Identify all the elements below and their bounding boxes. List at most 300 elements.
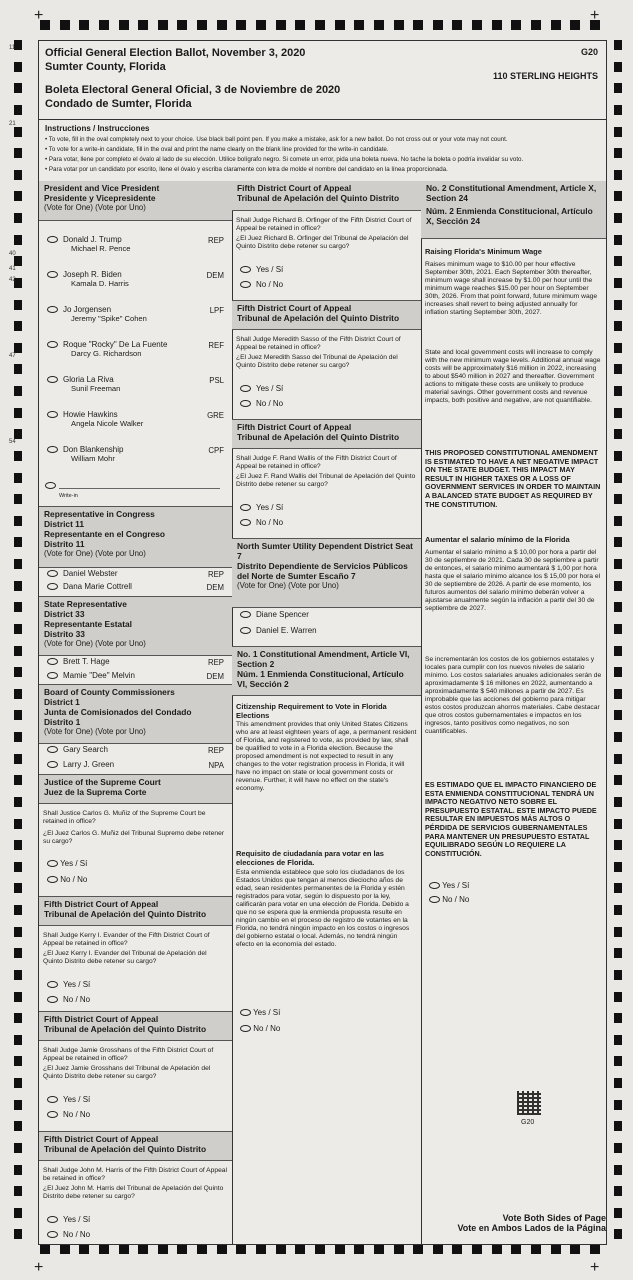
timing-mark bbox=[14, 386, 22, 396]
candidate-name: Brett T. Hage bbox=[63, 657, 110, 666]
timing-mark bbox=[614, 1100, 622, 1110]
candidate-option[interactable] bbox=[39, 760, 232, 769]
retention-question: Shall Judge John M. Harris of the Fifth District Court of Appeal be retained in office? bbox=[43, 1167, 227, 1182]
contest-amendment-2 bbox=[421, 181, 606, 904]
ballot-oval-icon[interactable] bbox=[47, 271, 58, 278]
contest-appeal-retention bbox=[39, 1011, 232, 1131]
ballot-oval-icon[interactable] bbox=[47, 583, 58, 590]
instruction-line: • To vote for a write-in candidate, fill in the oval and print the name clearly on the blank line provided for the write-in candidate. bbox=[45, 146, 389, 153]
ballot-oval-icon[interactable] bbox=[47, 981, 58, 988]
retention-question-es: ¿El Juez Jamie Grosshans del Tribunal de Apelación del Quinto Distrito debe retener su cargo? bbox=[43, 1065, 211, 1080]
ballot-oval-icon[interactable] bbox=[429, 882, 440, 889]
ballot-oval-icon[interactable] bbox=[240, 400, 251, 407]
running-mate-name: Michael R. Pence bbox=[71, 244, 131, 253]
registration-cross-icon: + bbox=[590, 1259, 600, 1276]
timing-mark bbox=[14, 840, 22, 850]
candidate-name: Jo Jorgensen bbox=[63, 305, 112, 314]
candidate-name: Don Blankenship bbox=[63, 445, 124, 454]
contest-title: Fifth District Court of Appeal bbox=[237, 303, 352, 313]
contest-title: No. 1 Constitutional Amendment, Article VI, Section 2 bbox=[237, 649, 410, 669]
ballot-oval-icon[interactable] bbox=[429, 896, 440, 903]
timing-mark bbox=[60, 20, 70, 30]
timing-mark bbox=[614, 40, 622, 50]
ballot-oval-icon[interactable] bbox=[47, 376, 58, 383]
timing-mark bbox=[14, 710, 22, 720]
candidate-option[interactable] bbox=[39, 745, 232, 754]
timing-marks-left bbox=[14, 40, 22, 1240]
retention-question-es: ¿El Juez Meredith Sasso del Tribunal de Apelación del Quinto Distrito debe retener su cargo? bbox=[236, 354, 398, 369]
timing-mark bbox=[14, 1035, 22, 1045]
timing-mark bbox=[14, 1143, 22, 1153]
contest-title-es: Tribunal de Apelación del Quinto Distrito bbox=[237, 432, 400, 442]
column-3 bbox=[421, 181, 606, 1244]
contest-appeal-retention bbox=[232, 419, 421, 538]
contest-title-es: Presidente y Vicepresidente bbox=[44, 193, 156, 203]
candidate-name: Dana Marie Cottrell bbox=[63, 582, 132, 591]
option-label: No / No bbox=[256, 280, 284, 289]
contest-district: District 1 bbox=[44, 697, 80, 707]
write-in-row[interactable] bbox=[45, 481, 225, 499]
retention-question: Shall Judge Kerry I. Evander of the Fifth District Court of Appeal be retained in office? bbox=[43, 932, 210, 947]
candidate-option[interactable] bbox=[39, 375, 232, 393]
timing-mark bbox=[14, 429, 22, 439]
candidate-name: Mamie "Dee" Melvin bbox=[63, 671, 135, 680]
vote-for: (Vote for One) (Vote por Uno) bbox=[44, 203, 146, 212]
timing-mark bbox=[14, 83, 22, 93]
timing-mark bbox=[614, 127, 622, 137]
party-label: GRE bbox=[207, 411, 224, 420]
timing-mark bbox=[614, 62, 622, 72]
option-no[interactable] bbox=[47, 875, 240, 884]
timing-mark bbox=[433, 20, 443, 30]
contest-title: No. 2 Constitutional Amendment, Article X, Section 24 bbox=[426, 183, 597, 203]
retention-question-es: ¿El Juez Carlos G. Muñiz del Tribunal Supremo debe retener su cargo? bbox=[43, 830, 225, 845]
timing-mark bbox=[14, 754, 22, 764]
timing-mark bbox=[276, 20, 286, 30]
running-mate-name: Angela Nicole Walker bbox=[71, 419, 144, 428]
contest-state-rep bbox=[39, 596, 232, 684]
option-label: No / No bbox=[256, 399, 284, 408]
ballot-oval-icon[interactable] bbox=[47, 1216, 58, 1223]
option-label: Yes / Sí bbox=[63, 1215, 91, 1224]
option-label: No / No bbox=[256, 518, 284, 527]
candidate-name: Gary Search bbox=[63, 745, 108, 754]
candidate-option[interactable] bbox=[232, 626, 421, 635]
candidate-option[interactable] bbox=[39, 671, 232, 680]
contest-supreme-court bbox=[39, 774, 232, 896]
timing-mark bbox=[14, 1013, 22, 1023]
title-en: Official General Election Ballot, November 3, 2020 bbox=[45, 47, 306, 59]
candidate-option[interactable] bbox=[39, 410, 232, 428]
ballot-oval-icon[interactable] bbox=[240, 611, 251, 618]
timing-mark bbox=[531, 20, 541, 30]
option-yes[interactable] bbox=[240, 384, 429, 393]
timing-mark bbox=[79, 20, 89, 30]
retention-question: Shall Judge Jamie Grosshans of the Fifth District Court of Appeal be retained in office? bbox=[43, 1047, 214, 1062]
timing-mark bbox=[14, 1121, 22, 1131]
contest-utility-district bbox=[232, 538, 421, 646]
timing-mark bbox=[614, 624, 622, 634]
contest-district: District 33 bbox=[44, 609, 85, 619]
timing-mark bbox=[14, 1165, 22, 1175]
contest-title: State Representative bbox=[44, 599, 127, 609]
candidate-name: Larry J. Green bbox=[63, 760, 115, 769]
timing-mark bbox=[614, 689, 622, 699]
option-no[interactable] bbox=[47, 1110, 240, 1119]
margin-number: 54 bbox=[9, 439, 16, 445]
timing-mark bbox=[14, 473, 22, 483]
timing-mark bbox=[614, 1229, 622, 1239]
timing-mark bbox=[614, 970, 622, 980]
contest-congress bbox=[39, 506, 232, 596]
timing-mark bbox=[14, 364, 22, 374]
vote-for: (Vote for One) (Vote por Uno) bbox=[237, 581, 339, 590]
option-no[interactable] bbox=[240, 1024, 429, 1033]
contest-commissioners bbox=[39, 684, 232, 774]
timing-mark bbox=[14, 667, 22, 677]
timing-mark bbox=[433, 1244, 443, 1254]
timing-mark bbox=[614, 321, 622, 331]
timing-mark bbox=[614, 1143, 622, 1153]
option-no[interactable] bbox=[429, 895, 614, 904]
option-no[interactable] bbox=[47, 995, 240, 1004]
candidate-name: Daniel E. Warren bbox=[256, 626, 317, 635]
timing-mark bbox=[614, 429, 622, 439]
vote-for: (Vote for One) (Vote por Uno) bbox=[44, 727, 146, 736]
timing-mark bbox=[295, 1244, 305, 1254]
write-in-label: Write-in bbox=[59, 493, 78, 499]
timing-mark bbox=[614, 732, 622, 742]
ballot-oval-icon[interactable] bbox=[47, 341, 58, 348]
timing-mark bbox=[99, 20, 109, 30]
timing-mark bbox=[335, 1244, 345, 1254]
candidate-option[interactable] bbox=[39, 582, 232, 591]
option-label: No / No bbox=[253, 1024, 281, 1033]
contest-title: Fifth District Court of Appeal bbox=[237, 183, 352, 193]
option-label: Yes / Sí bbox=[63, 980, 91, 989]
candidate-option[interactable] bbox=[39, 657, 232, 666]
timing-mark bbox=[14, 191, 22, 201]
timing-mark bbox=[511, 20, 521, 30]
timing-mark bbox=[14, 1056, 22, 1066]
timing-mark bbox=[614, 1208, 622, 1218]
option-no[interactable] bbox=[240, 518, 429, 527]
timing-mark bbox=[354, 20, 364, 30]
timing-mark bbox=[614, 559, 622, 569]
candidate-option[interactable] bbox=[39, 340, 232, 358]
retention-question: Shall Judge Richard B. Orfinger of the Fifth District Court of Appeal be retained in office? bbox=[236, 217, 412, 232]
vote-for: (Vote for One) (Vote por Uno) bbox=[44, 549, 146, 558]
timing-mark bbox=[614, 105, 622, 115]
option-yes[interactable] bbox=[240, 1008, 429, 1017]
timing-mark bbox=[14, 537, 22, 547]
option-label: No / No bbox=[63, 995, 91, 1004]
timing-mark bbox=[14, 689, 22, 699]
option-yes[interactable] bbox=[47, 1095, 240, 1104]
ballot-oval-icon[interactable] bbox=[47, 1231, 58, 1238]
timing-mark bbox=[614, 364, 622, 374]
timing-mark bbox=[413, 1244, 423, 1254]
vote-for: (Vote for One) (Vote por Uno) bbox=[44, 639, 146, 648]
contest-title: Fifth District Court of Appeal bbox=[237, 422, 352, 432]
retention-question-es: ¿El Juez Kerry I. Evander del Tribunal de Apelación del Quinto Distrito debe retener su cargo? bbox=[43, 950, 207, 965]
ballot-oval-icon[interactable] bbox=[47, 860, 58, 867]
margin-number: 41 bbox=[9, 266, 16, 272]
contest-title: Fifth District Court of Appeal bbox=[44, 1014, 159, 1024]
ballot-oval-icon[interactable] bbox=[47, 996, 58, 1003]
timing-mark bbox=[374, 20, 384, 30]
timing-mark bbox=[614, 1121, 622, 1131]
timing-mark bbox=[14, 1208, 22, 1218]
candidate-name: Roque "Rocky" De La Fuente bbox=[63, 340, 168, 349]
timing-mark bbox=[614, 300, 622, 310]
timing-mark bbox=[335, 20, 345, 30]
instruction-line: • To vote, fill in the oval completely next to your choice. Use black ball point pen. If you make a mistake, ask for a new ballot. Do not cross out or your vote may not count. bbox=[45, 136, 508, 143]
footer-es: Vote en Ambos Lados de la Página bbox=[457, 1223, 606, 1233]
instructions-heading: Instructions / Instrucciones bbox=[45, 124, 150, 133]
amendment-summary: Raises minimum wage to $10.00 per hour effective September 30th, 2021. Each September 30th thereafter, minimum wage shall increase by $1.00 per hour until the minimum wage reaches $15.00 per hour on September 30th, 2026. From that point forward, future minimum wage increases shall revert to being adjusted annually for inflation starting September 30th, 2027. bbox=[425, 261, 598, 316]
timing-mark bbox=[236, 1244, 246, 1254]
party-label: REP bbox=[207, 570, 224, 579]
ballot-oval-icon[interactable] bbox=[240, 504, 251, 511]
running-mate-name: Darcy G. Richardson bbox=[71, 349, 142, 358]
timing-mark bbox=[614, 191, 622, 201]
ballot-oval-icon[interactable] bbox=[47, 746, 58, 753]
instruction-line: • Para votar por un candidato por escrito, llene el óvalo y escriba claramente con letra de molde el nombre del candidato en la línea proporcionada. bbox=[45, 166, 448, 173]
running-mate-name: Sunil Freeman bbox=[71, 384, 121, 393]
contest-title-es: Juez de la Suprema Corte bbox=[44, 787, 147, 797]
contest-title: Justice of the Supreme Court bbox=[44, 777, 161, 787]
option-yes[interactable] bbox=[47, 1215, 240, 1224]
timing-mark bbox=[570, 1244, 580, 1254]
ballot-oval-icon[interactable] bbox=[47, 672, 58, 679]
timing-mark bbox=[14, 862, 22, 872]
contest-title: President and Vice President bbox=[44, 183, 160, 193]
barcode-code: G20 bbox=[521, 1119, 535, 1126]
ballot-oval-icon[interactable] bbox=[47, 446, 58, 453]
timing-mark bbox=[614, 537, 622, 547]
amendment-summary: This amendment provides that only United States Citizens who are at least eighteen years of age, a permanent resident of Florida, and registered to vote, as provided by law, shall be qualified to vote in a Florida election. Because the proposed amendment is not expected to result in any changes to the voter registration process in Florida, it will have no impact on state or local government costs or revenue. Further, it will have no effect on the state's economy. bbox=[236, 721, 417, 792]
instruction-line: • Para votar, llene por completo el óvalo al lado de su elección. Utilice bolígrafo negro. Si comete un error, pida una boleta nueva. No tache la boleta o podría invalidar su voto. bbox=[45, 156, 524, 163]
timing-mark bbox=[354, 1244, 364, 1254]
running-mate-name: Kamala D. Harris bbox=[71, 279, 129, 288]
timing-mark bbox=[614, 646, 622, 656]
timing-mark bbox=[177, 20, 187, 30]
ballot-oval-icon[interactable] bbox=[240, 519, 251, 526]
timing-mark bbox=[14, 819, 22, 829]
party-label: REF bbox=[208, 341, 224, 350]
contest-title-es: Junta de Comisionados del Condado bbox=[44, 707, 192, 717]
contest-title-es: Tribunal de Apelación del Quinto Distrito bbox=[237, 193, 400, 203]
party-label: REP bbox=[207, 658, 224, 667]
party-label: DEM bbox=[206, 672, 224, 681]
ballot-oval-icon[interactable] bbox=[240, 266, 251, 273]
timing-mark bbox=[614, 386, 622, 396]
timing-mark bbox=[14, 992, 22, 1002]
contest-title-es: Tribunal de Apelación del Quinto Distrito bbox=[237, 313, 400, 323]
ballot-oval-icon[interactable] bbox=[47, 1096, 58, 1103]
option-no[interactable] bbox=[47, 1230, 240, 1239]
timing-mark bbox=[614, 862, 622, 872]
county-es: Condado de Sumter, Florida bbox=[45, 98, 192, 110]
candidate-option[interactable] bbox=[39, 305, 232, 323]
contest-title-es: Tribunal de Apelación del Quinto Distrito bbox=[44, 909, 207, 919]
timing-mark bbox=[614, 343, 622, 353]
timing-mark bbox=[614, 1013, 622, 1023]
amendment-heading: Citizenship Requirement to Vote in Florida Elections bbox=[236, 702, 387, 720]
timing-mark bbox=[614, 667, 622, 677]
contest-title: Board of County Commissioners bbox=[44, 687, 175, 697]
timing-mark bbox=[614, 927, 622, 937]
amendment-impact-statement-es: ES ESTIMADO QUE EL IMPACTO FINANCIERO DE ESTA ENMIENDA CONSTITUCIONAL TENDRÁ UN IMPACTO NEGATIVO NETO SOBRE EL PRESUPUESTO ESTATAL. ESTE IMPACTO PUEDE RESULTAR EN IMPUESTOS MÁS ALTOS O PÉRDIDA DE SERVICIOS GUBERNAMENTALES PARA MANTENER UN PRESUPUESTO ESTATAL EQUILIBRADO SEGÚN LO REQUIERE LA CONSTITUCIÓN. bbox=[425, 780, 597, 858]
candidate-option[interactable] bbox=[39, 445, 232, 463]
margin-number: 40 bbox=[9, 251, 16, 257]
contest-title-es: Representante en el Congreso bbox=[44, 529, 166, 539]
footer-en: Vote Both Sides of Page bbox=[502, 1213, 606, 1223]
timing-mark bbox=[14, 170, 22, 180]
ballot-oval-icon[interactable] bbox=[47, 570, 58, 577]
option-no[interactable] bbox=[240, 280, 429, 289]
timing-mark bbox=[217, 20, 227, 30]
running-mate-name: William Mohr bbox=[71, 454, 115, 463]
timing-mark bbox=[14, 624, 22, 634]
contest-appeal-retention bbox=[232, 300, 421, 419]
timing-mark bbox=[14, 343, 22, 353]
timing-mark bbox=[614, 1186, 622, 1196]
registration-cross-icon: + bbox=[34, 7, 44, 24]
timing-mark bbox=[614, 213, 622, 223]
ballot-oval-icon[interactable] bbox=[47, 1111, 58, 1118]
amendment-heading-es: Requisito de ciudadanía para votar en las elecciones de Florida. bbox=[236, 849, 384, 867]
timing-mark bbox=[14, 1078, 22, 1088]
timing-mark bbox=[614, 170, 622, 180]
candidate-option[interactable] bbox=[39, 569, 232, 578]
party-label: DEM bbox=[206, 583, 224, 592]
ballot-oval-icon[interactable] bbox=[47, 876, 58, 883]
timing-mark bbox=[14, 408, 22, 418]
timing-mark bbox=[14, 797, 22, 807]
timing-mark bbox=[511, 1244, 521, 1254]
timing-mark bbox=[14, 127, 22, 137]
ballot-oval-icon[interactable] bbox=[240, 1009, 251, 1016]
candidate-name: Joseph R. Biden bbox=[63, 270, 122, 279]
ballot-oval-icon[interactable] bbox=[47, 306, 58, 313]
contest-title-es: Representante Estatal bbox=[44, 619, 132, 629]
candidate-option[interactable] bbox=[39, 270, 232, 288]
ballot-oval-icon[interactable] bbox=[47, 761, 58, 768]
contest-amendment-1 bbox=[232, 646, 421, 1033]
contest-district: District 11 bbox=[44, 519, 85, 529]
timing-mark bbox=[256, 20, 266, 30]
contest-title-es: Núm. 1 Enmienda Constitucional, Artículo VI, Sección 2 bbox=[237, 669, 404, 689]
ballot-oval-icon[interactable] bbox=[47, 658, 58, 665]
option-label: No / No bbox=[442, 895, 470, 904]
option-yes[interactable] bbox=[240, 265, 429, 274]
timing-mark bbox=[14, 581, 22, 591]
timing-mark bbox=[14, 775, 22, 785]
timing-mark bbox=[452, 20, 462, 30]
timing-mark bbox=[394, 1244, 404, 1254]
timing-mark bbox=[14, 62, 22, 72]
timing-mark bbox=[14, 256, 22, 266]
party-label: PSL bbox=[209, 376, 224, 385]
party-label: DEM bbox=[206, 271, 224, 280]
amendment-financial-summary-es: Se incrementarán los costos de los gobiernos estatales y locales para cumplir con los nuevos niveles de salario mínimo. Los costos salariales anuales adicionales serán de aproximadamente $ 16 millones en 2022, aumentando a aproximadamente $ 540 millones a partir de 2027. Es improbable que las acciones del gobierno para mitigar estos costos produzcan ahorros materiales. Cabe destacar que otros costos gubernamentales e impactos en los ingresos, tanto positivos como negativos, no son cuantificables. bbox=[425, 656, 602, 735]
timing-mark bbox=[614, 451, 622, 461]
timing-mark bbox=[614, 148, 622, 158]
party-label: NPA bbox=[208, 761, 224, 770]
timing-mark bbox=[14, 148, 22, 158]
contest-title-es: Distrito Dependiente de Servicios Públicos del Norte de Sumter Escaño 7 bbox=[237, 561, 408, 581]
ballot-oval-icon[interactable] bbox=[240, 1025, 251, 1032]
retention-question: Shall Judge F. Rand Wallis of the Fifth District Court of Appeal be retained in office? bbox=[236, 455, 397, 470]
option-yes[interactable] bbox=[429, 881, 614, 890]
timing-mark bbox=[394, 20, 404, 30]
option-label: No / No bbox=[63, 1110, 91, 1119]
timing-mark bbox=[614, 256, 622, 266]
timing-mark bbox=[14, 235, 22, 245]
timing-marks-top bbox=[40, 20, 600, 30]
option-yes[interactable] bbox=[240, 503, 429, 512]
timing-mark bbox=[614, 948, 622, 958]
ballot-frame bbox=[9, 40, 607, 1245]
contest-president bbox=[39, 181, 232, 506]
ballot-oval-icon[interactable] bbox=[47, 236, 58, 243]
running-mate-name: Jeremy "Spike" Cohen bbox=[71, 314, 147, 323]
timing-mark bbox=[295, 20, 305, 30]
registration-cross-icon: + bbox=[590, 7, 600, 24]
ballot-oval-icon[interactable] bbox=[47, 411, 58, 418]
candidate-option[interactable] bbox=[232, 610, 421, 619]
party-label: CPF bbox=[208, 446, 224, 455]
timing-mark bbox=[236, 20, 246, 30]
timing-mark bbox=[315, 1244, 325, 1254]
option-no[interactable] bbox=[240, 399, 429, 408]
amendment-summary-es: Esta enmienda establece que solo los ciudadanos de los Estados Unidos que tengan al menos dieciocho años de edad, sean residentes permanentes de la Florida y estén registrados para votar, según lo dispuesto por la ley, calificarán para votar en una elección de Florida. Debido a que no se espera que la enmienda propuesta resulte en ningún cambio en el proceso de registro de votantes en la Florida, no tendrá ningún impacto en los costos o ingresos del gobierno estatal o local. Además, no tendrá ningún efecto en la economía del estado. bbox=[236, 869, 410, 948]
option-label: Yes / Sí bbox=[442, 881, 470, 890]
timing-mark bbox=[614, 1035, 622, 1045]
candidate-name: Howie Hawkins bbox=[63, 410, 118, 419]
ballot-oval-icon[interactable] bbox=[240, 281, 251, 288]
timing-mark bbox=[614, 797, 622, 807]
ballot-footer bbox=[431, 1213, 606, 1233]
option-label: Yes / Sí bbox=[60, 859, 88, 868]
timing-mark bbox=[614, 83, 622, 93]
timing-mark bbox=[590, 1244, 600, 1254]
candidate-name: Gloria La Riva bbox=[63, 375, 114, 384]
timing-mark bbox=[614, 408, 622, 418]
ballot-code: G20 bbox=[580, 47, 598, 57]
barcode-icon bbox=[517, 1091, 541, 1115]
candidate-option[interactable] bbox=[39, 235, 232, 253]
ballot-oval-icon[interactable] bbox=[240, 385, 251, 392]
timing-mark bbox=[14, 883, 22, 893]
timing-mark bbox=[14, 646, 22, 656]
margin-number: 11 bbox=[9, 45, 16, 51]
column-2 bbox=[232, 181, 422, 1244]
amendment-financial-summary: State and local government costs will increase to comply with the new minimum wage levels. Additional annual wage costs will be approximately $16 million in 2022, increasing to about $540 million in 2027 and thereafter. Government actions to mitigate these costs are unlikely to produce material savings. Other government costs and revenue impacts, both positive and negative, are not quantifiable. bbox=[425, 349, 601, 404]
timing-marks-right bbox=[614, 40, 622, 1240]
timing-mark bbox=[614, 754, 622, 764]
timing-mark bbox=[14, 451, 22, 461]
option-label: Yes / Sí bbox=[256, 503, 284, 512]
timing-mark bbox=[14, 494, 22, 504]
ballot-oval-icon[interactable] bbox=[45, 482, 56, 489]
option-yes[interactable] bbox=[47, 980, 240, 989]
ballot-oval-icon[interactable] bbox=[240, 627, 251, 634]
timing-mark bbox=[614, 1165, 622, 1175]
option-yes[interactable] bbox=[47, 859, 240, 868]
